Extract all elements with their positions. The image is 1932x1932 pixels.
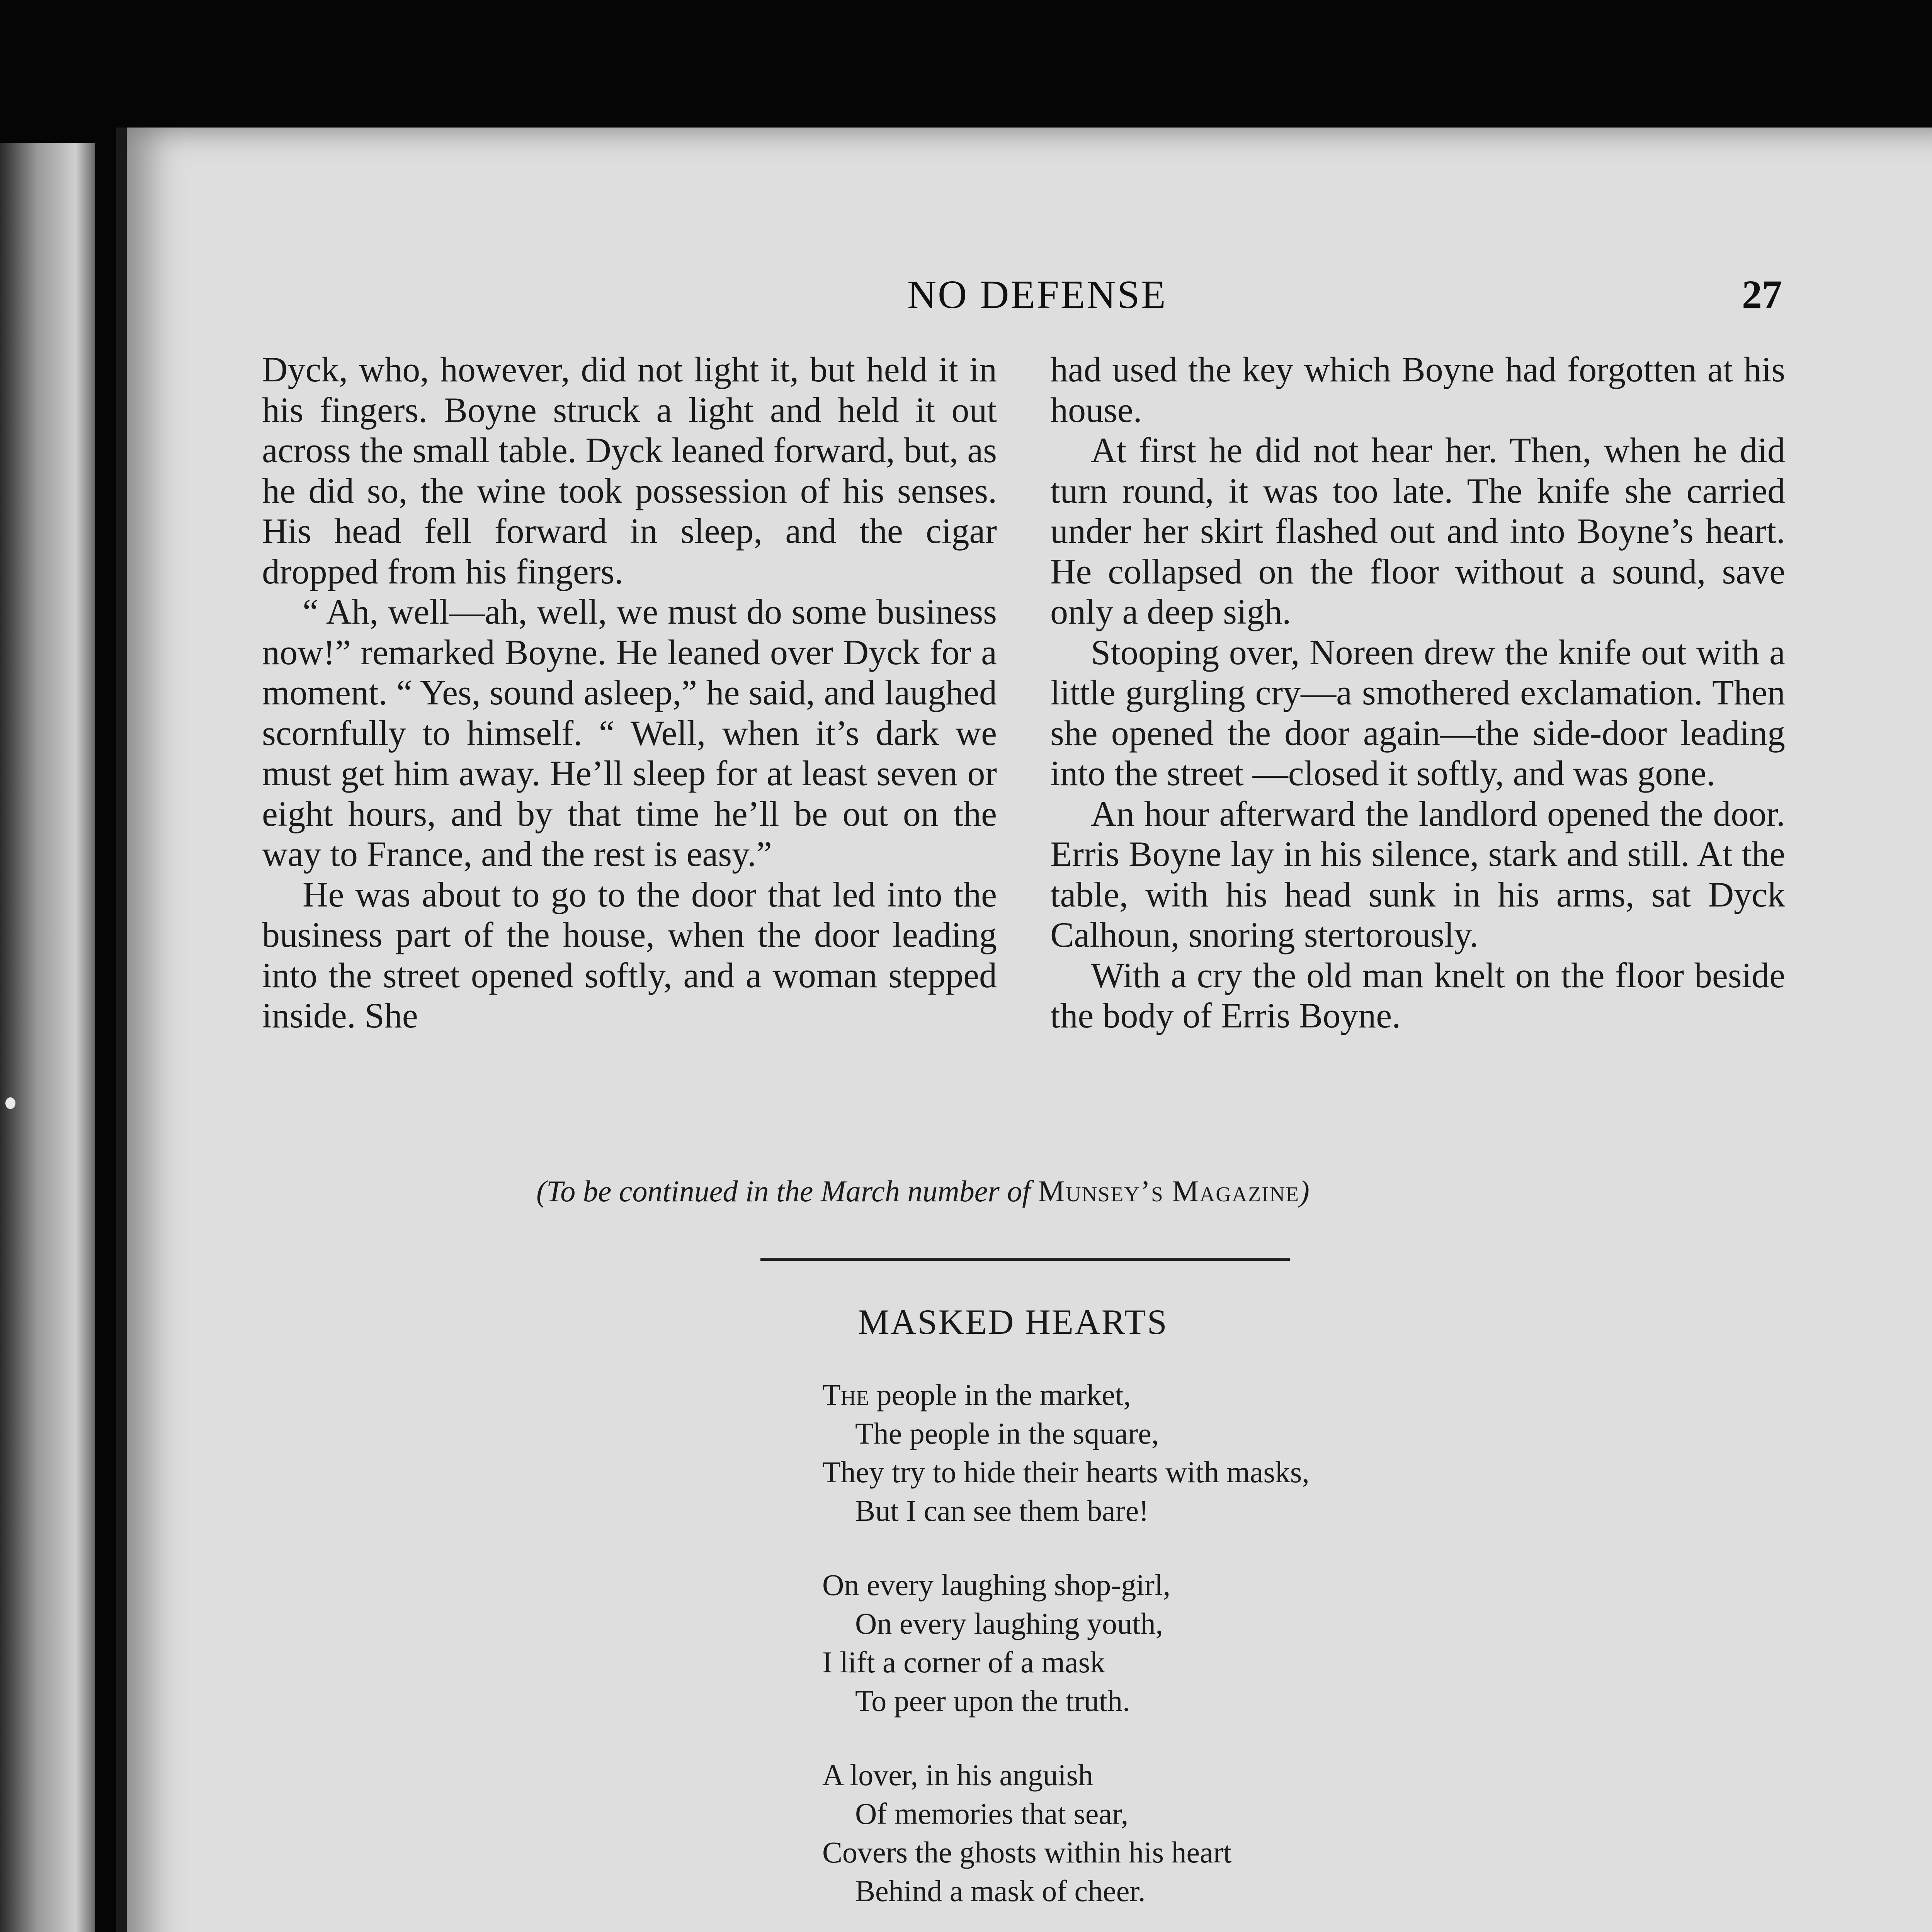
poem-line: But I can see them bare! <box>855 1494 1149 1527</box>
story-paragraph: Dyck, who, however, did not light it, but held it in his fingers. Boyne struck a light and held it out across the small table. Dyck leaned forward, but, as he did so, the wine took possession of his senses. His head fell forward in sleep, and the cigar dropped from his fingers. <box>262 350 997 591</box>
page-number: 27 <box>1742 272 1782 317</box>
poem-first-word: The <box>822 1378 869 1412</box>
continued-note <box>536 1174 1310 1209</box>
poem-body <box>822 1376 1310 1932</box>
story-column-right <box>1050 349 1785 1036</box>
running-head: NO DEFENSE <box>907 272 1167 317</box>
poem-line: To peer upon the truth. <box>855 1684 1130 1718</box>
book-spine <box>0 143 95 1932</box>
poem-line: Of memories that sear, <box>855 1797 1129 1830</box>
poem-line: I lift a corner of a mask <box>822 1645 1105 1679</box>
poem-line-text: people in the market, <box>876 1378 1131 1412</box>
story-column-left <box>262 349 997 1036</box>
story-paragraph: “ Ah, well—ah, well, we must do some business now!” remarked Boyne. He leaned over Dyck for a moment. “ Yes, sound asleep,” he said, and laughed scornfully to himself. “ Well, when it’s dark we must get him away. He’ll sleep for at least seven or eight hours, and by that time he’ll be out on the way to France, and the rest is easy.” <box>262 592 997 874</box>
poem-line: Behind a mask of cheer. <box>855 1874 1146 1908</box>
poem-line: A lover, in his anguish <box>822 1758 1094 1792</box>
story-paragraph: With a cry the old man knelt on the floor beside the body of Erris Boyne. <box>1050 955 1785 1035</box>
story-paragraph: had used the key which Boyne had forgotten at his house. <box>1050 350 1785 430</box>
section-divider <box>760 1258 1290 1261</box>
poem-stanza <box>822 1376 1310 1530</box>
magazine-page <box>116 128 1932 1932</box>
continued-open-paren: ( <box>536 1174 546 1208</box>
story-paragraph: He was about to go to the door that led into the business part of the house, when the door leading into the street opened softly, and a woman stepped inside. She <box>262 874 997 1035</box>
continued-text: To be continued in the March number of <box>546 1174 1038 1208</box>
poem-title: MASKED HEARTS <box>858 1302 1168 1342</box>
magazine-name: Munsey’s Magazine <box>1038 1174 1299 1208</box>
poem-line <box>822 1376 1310 1414</box>
story-paragraph: An hour afterward the landlord opened the door. Erris Boyne lay in his silence, stark and still. At the table, with his head sunk in his arms, sat Dyck Calhoun, snoring stertorously. <box>1050 794 1785 954</box>
poem-stanza <box>822 1756 1310 1910</box>
story-paragraph: Stooping over, Noreen drew the knife out with a little gurgling cry—a smothered exclamation. Then she opened the door again—the side-door leading into the street —closed it softly, and was gone. <box>1050 632 1785 793</box>
poem-line: On every laughing shop-girl, <box>822 1568 1171 1602</box>
poem-line: The people in the square, <box>855 1417 1159 1450</box>
poem-line: Covers the ghosts within his heart <box>822 1835 1232 1869</box>
poem-stanza <box>822 1566 1310 1720</box>
spine-mark <box>5 1097 15 1109</box>
story-paragraph: At first he did not hear her. Then, when he did turn round, it was too late. The knife she carried under her skirt flashed out and into Boyne’s heart. He collapsed on the floor without a sound, save only a deep sigh. <box>1050 430 1785 631</box>
poem-line: They try to hide their hearts with masks, <box>822 1455 1310 1489</box>
poem-line: On every laughing youth, <box>855 1607 1163 1640</box>
continued-close-paren: ) <box>1299 1174 1310 1208</box>
